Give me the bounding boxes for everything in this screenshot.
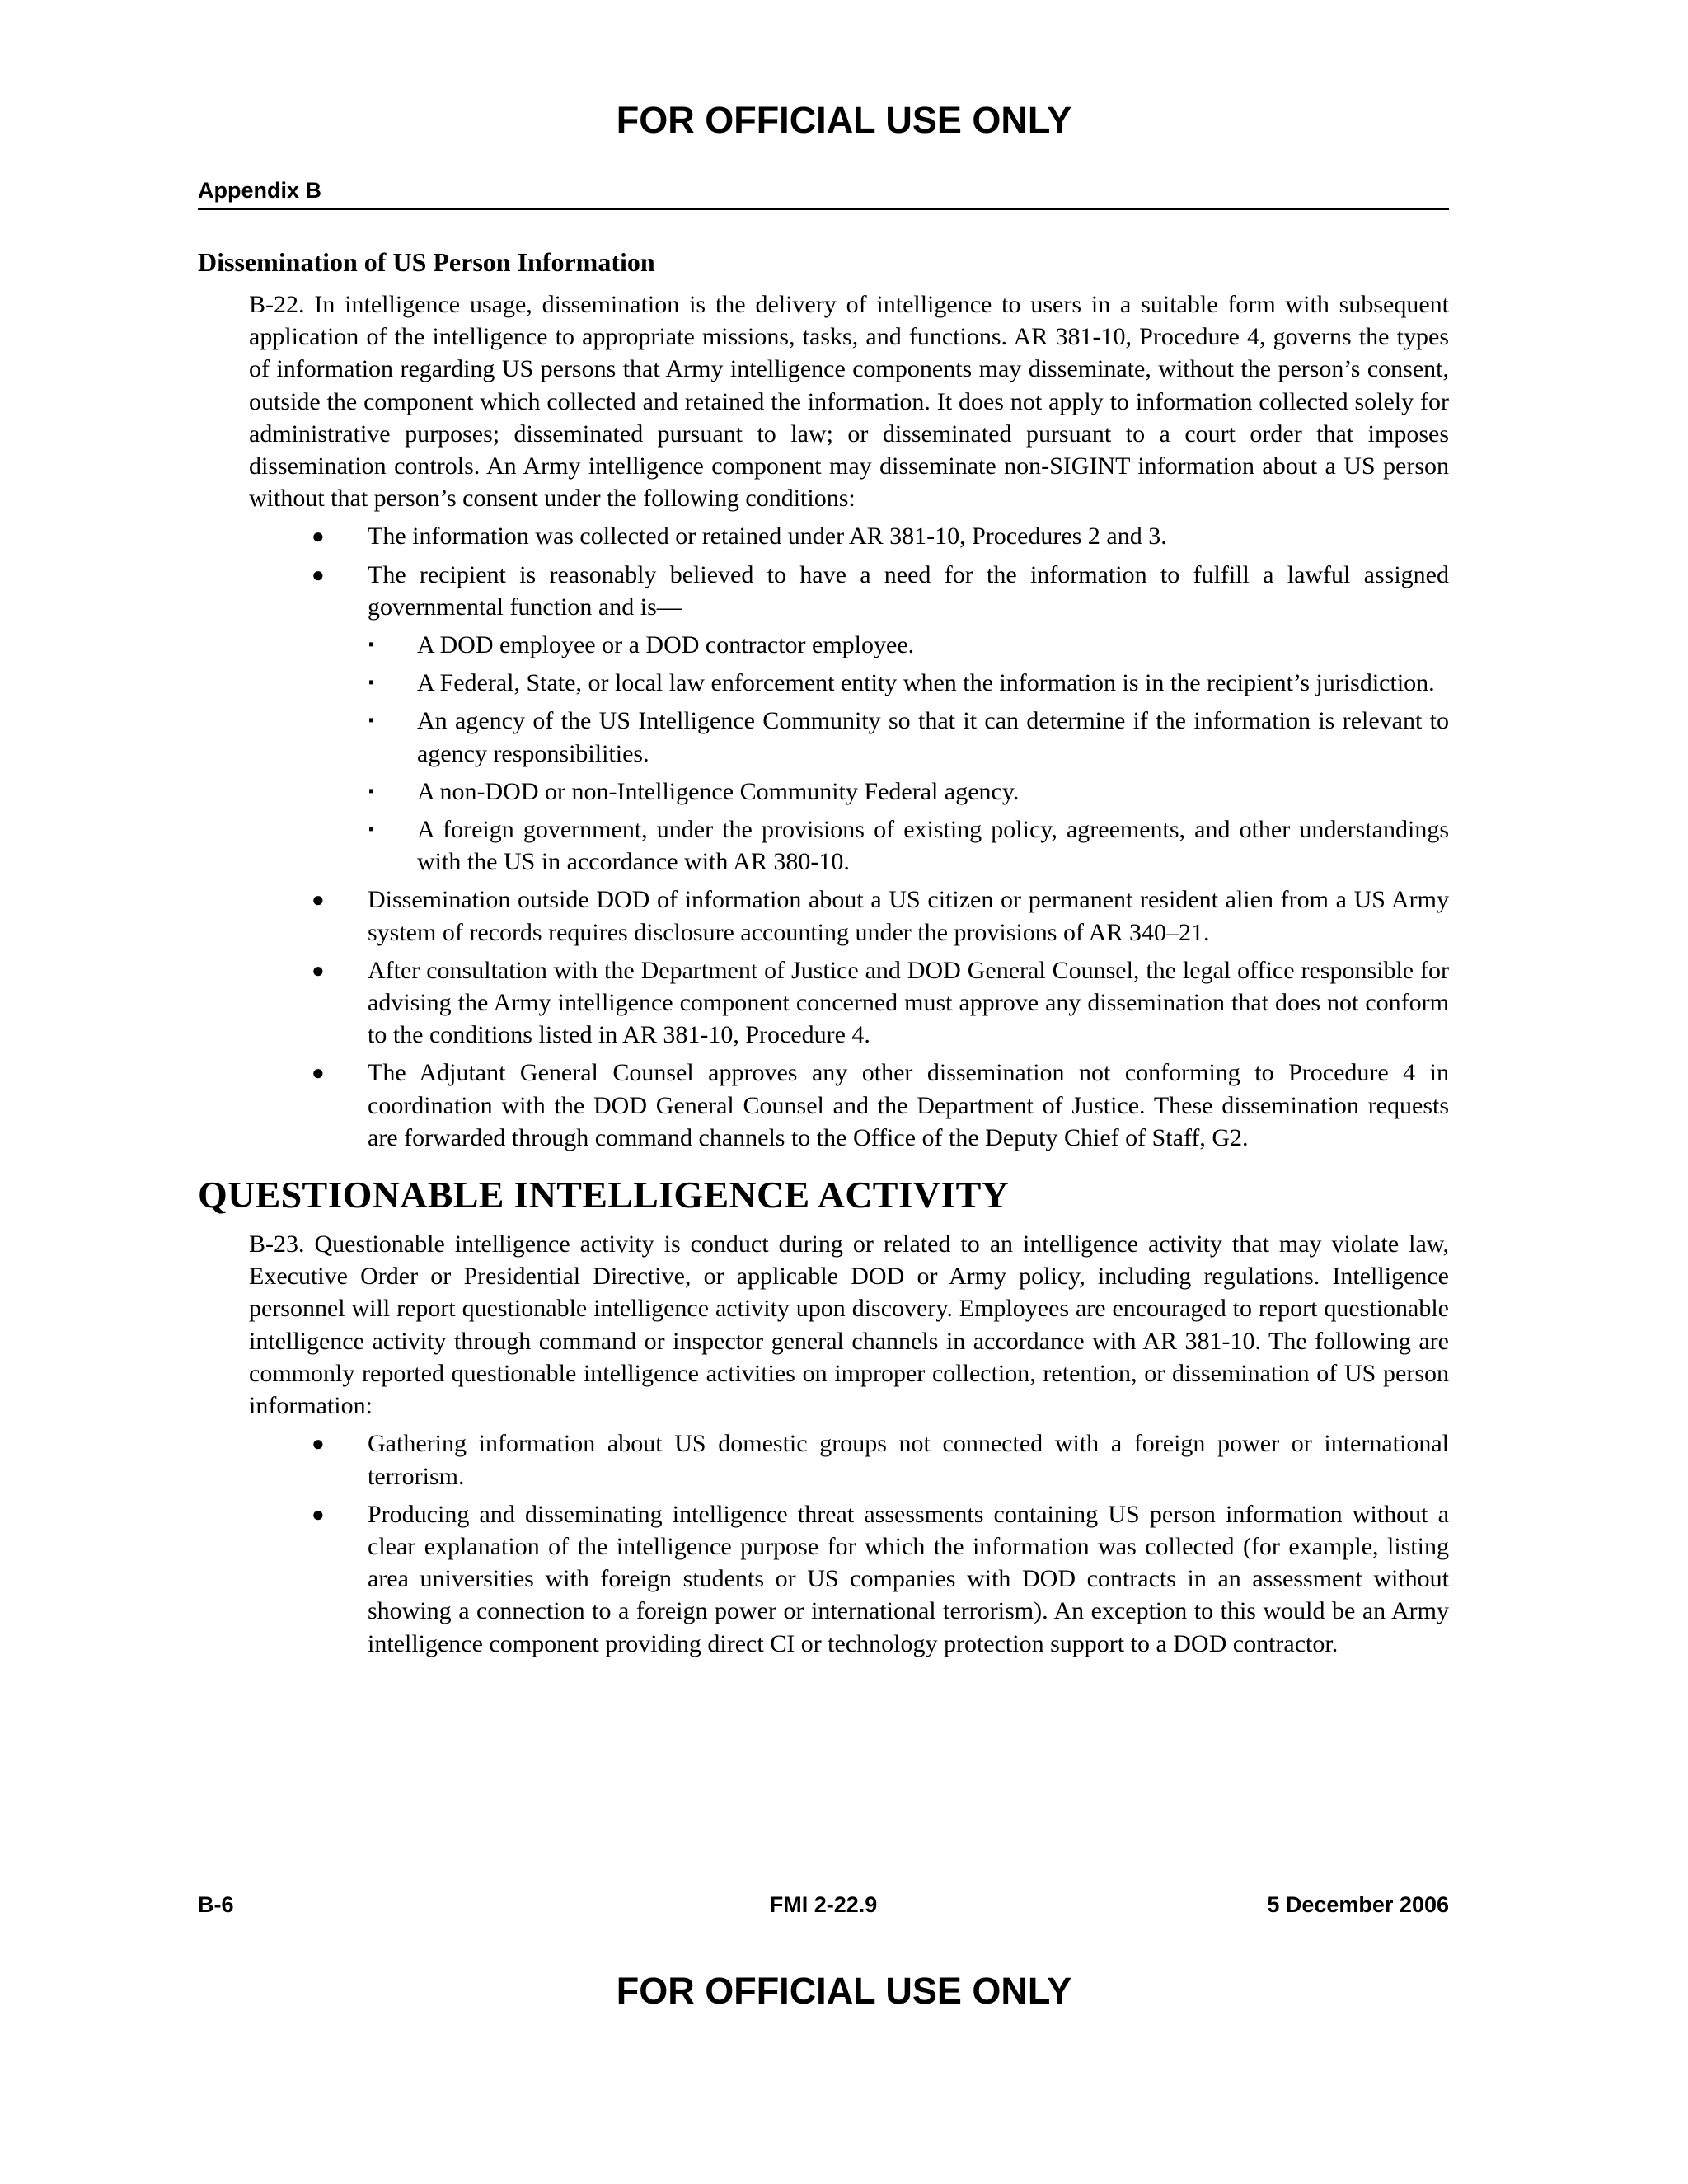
square-bullet-icon: ▪: [368, 711, 375, 730]
list-item-text: The information was collected or retained under AR 381-10, Procedures 2 and 3.: [368, 523, 1167, 551]
publication-date: 5 December 2006: [1267, 1892, 1449, 1917]
bullet-icon: ●: [312, 1061, 325, 1085]
list-item-text: Gathering information about US domestic groups not connected with a foreign power or international terrorism.: [368, 1430, 1449, 1490]
security-marking-top: FOR OFFICIAL USE ONLY: [616, 99, 1072, 141]
running-head: Appendix B: [198, 178, 322, 203]
square-bullet-icon: ▪: [368, 781, 375, 800]
bullet-list-dissemination: [198, 520, 1449, 1154]
list-item-text: Dissemination outside DOD of information about a US citizen or permanent resident alien from a US Army system of records requires disclosure accounting under the provisions of AR 340–21.: [368, 886, 1449, 946]
square-bullet-icon: ▪: [368, 820, 375, 839]
paragraph-b23: B-23. Questionable intelligence activity is conduct during or related to an intelligence activity that may violate law, Executive Order or Presidential Directive, or applicable DOD or Army policy, including regulations. Intelligence personnel will report questionable intelligence activity upon discovery. Employees are encouraged to report questionable intelligence activity through command or inspector general channels in accordance with AR 381-10. The following are commonly reported questionable intelligence activities on improper collection, retention, or dissemination of US person information:: [249, 1230, 1449, 1420]
security-marking-bottom: FOR OFFICIAL USE ONLY: [616, 1970, 1072, 2012]
bullet-list-questionable-activities: [198, 1427, 1449, 1659]
bullet-icon: ●: [312, 1432, 325, 1456]
paragraph-b22: B-22. In intelligence usage, dissemination is the delivery of intelligence to users in a suitable form with subsequent application of the intelligence to appropriate missions, tasks, and functions. AR 381-10, Procedure 4, governs the types of information regarding US persons that Army intelligence components may disseminate, without the person’s consent, outside the component which collected and retained the information. It does not apply to information collected solely for administrative purposes; disseminated pursuant to law; or disseminated pursuant to a court order that imposes dissemination controls. An Army intelligence component may disseminate non-SIGINT information about a US person without that person’s consent under the following conditions:: [249, 291, 1449, 513]
square-bullet-icon: ▪: [368, 635, 375, 654]
publication-id: FMI 2-22.9: [769, 1892, 878, 1917]
list-item: [198, 1057, 1449, 1154]
sub-list-item: [198, 629, 1449, 661]
sub-list-item-text: A Federal, State, or local law enforcement entity when the information is in the recipient’s jurisdiction.: [417, 669, 1435, 697]
list-item: [198, 1427, 1449, 1492]
header-rule: [198, 208, 1449, 210]
list-item-text: Producing and disseminating intelligence threat assessments containing US person information without a clear explanation of the intelligence purpose for which the information was collected (for example, listing area universities with foreign students or US companies with DOD contracts in an assessment without showing a connection to a foreign power or international terrorism). An exception to this would be an Army intelligence component providing direct CI or technology protection support to a DOD contractor.: [368, 1500, 1449, 1657]
sub-list-item-text: A foreign government, under the provisions of existing policy, agreements, and other understandings with the US in accordance with AR 380-10.: [417, 816, 1449, 876]
sub-list-item: [198, 667, 1449, 699]
list-item: [198, 1498, 1449, 1660]
list-item: [198, 559, 1449, 879]
bullet-icon: ●: [312, 562, 325, 587]
sub-bullet-list-recipients: [198, 629, 1449, 878]
sub-list-item: [198, 776, 1449, 808]
bullet-icon: ●: [312, 888, 325, 912]
sub-list-item: [198, 705, 1449, 769]
sub-list-item-text: An agency of the US Intelligence Community so that it can determine if the information is relevant to agency responsibilities.: [417, 707, 1449, 767]
list-item: [198, 883, 1449, 948]
sub-list-item-text: A non-DOD or non-Intelligence Community Federal agency.: [417, 777, 1020, 805]
bullet-icon: ●: [312, 958, 325, 982]
page-number: B-6: [198, 1892, 234, 1917]
list-item-text: After consultation with the Department of Justice and DOD General Counsel, the legal office responsible for advising the Army intelligence component concerned must approve any dissemination that does not conform to the conditions listed in AR 381-10, Procedure 4.: [368, 956, 1449, 1049]
page-body: [198, 246, 1449, 1660]
square-bullet-icon: ▪: [368, 673, 375, 692]
list-item: [198, 954, 1449, 1052]
bullet-icon: ●: [312, 524, 325, 549]
sub-list-item-text: A DOD employee or a DOD contractor employee.: [417, 631, 915, 659]
sub-list-item: [198, 813, 1449, 878]
section-heading-dissemination: Dissemination of US Person Information: [198, 247, 655, 277]
list-item-text: The Adjutant General Counsel approves any other dissemination not conforming to Procedure 4 in coordination with the DOD General Counsel and the Department of Justice. These dissemination requests are forwarded through command channels to the Office of the Deputy Chief of Staff, G2.: [368, 1059, 1449, 1151]
list-item-text: The recipient is reasonably believed to have a need for the information to fulfill a lawful assigned governmental function and is—: [368, 560, 1449, 621]
list-item: [198, 520, 1449, 552]
section-heading-questionable-activity: QUESTIONABLE INTELLIGENCE ACTIVITY: [198, 1174, 1010, 1216]
page-footer: [198, 1892, 1449, 1918]
bullet-icon: ●: [312, 1502, 325, 1526]
